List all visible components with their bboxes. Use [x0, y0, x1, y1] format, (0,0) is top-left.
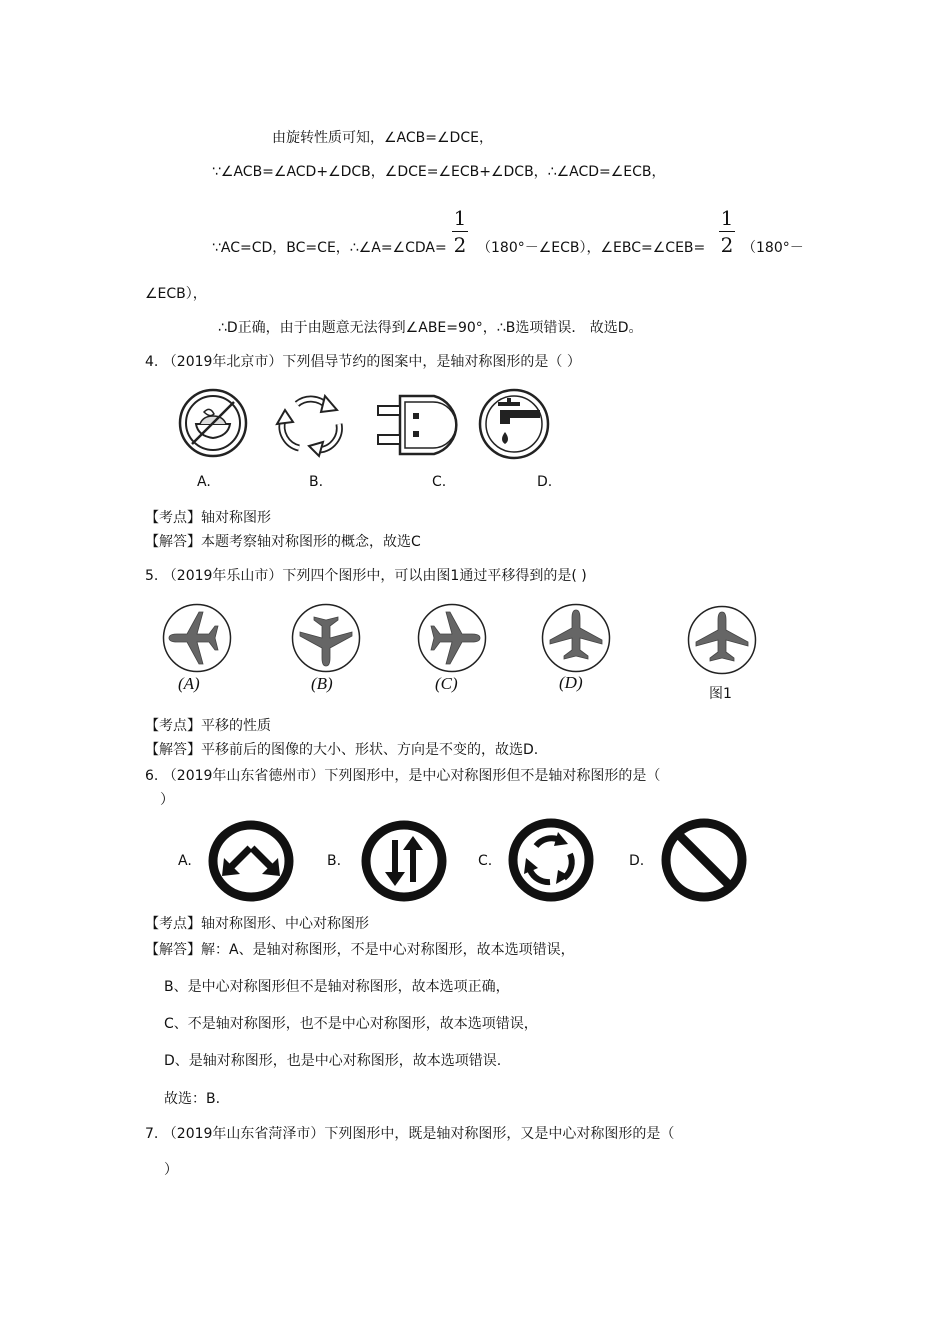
no-food-waste-icon — [178, 388, 248, 458]
solution-line-1: 由旋转性质可知，∠ACB=∠DCE， — [272, 130, 493, 146]
q6-option-b-label: B. — [327, 853, 342, 869]
solution-line-4: ∠ECB）， — [145, 286, 207, 302]
q6-explain-d: D、是轴对称图形，也是中心对称图形，故本选项错误. — [164, 1053, 502, 1069]
fraction-denominator: 2 — [453, 233, 467, 257]
question-4-text: 4. （2019年北京市）下列倡导节约的图案中，是轴对称图形的是（ ） — [145, 354, 581, 370]
roundabout-sign-icon — [506, 816, 596, 904]
q6-option-d-label: D. — [629, 853, 645, 869]
fraction-denominator: 2 — [720, 233, 734, 257]
q6-explain-c: C、不是轴对称图形，也不是中心对称图形，故本选项错误， — [164, 1016, 538, 1032]
fraction-numerator: 1 — [453, 206, 467, 230]
q5-option-a-label: (A) — [178, 674, 200, 693]
airplane-right-icon — [416, 602, 488, 674]
q5-kaodian: 【考点】平移的性质 — [145, 718, 271, 734]
q4-option-b-label: B. — [309, 474, 324, 490]
q5-option-c-label: (C) — [435, 674, 458, 693]
q4-kaodian: 【考点】轴对称图形 — [145, 510, 271, 526]
fraction-bar — [719, 231, 735, 232]
q6-explain-b: B、是中心对称图形但不是轴对称图形，故本选项正确， — [164, 979, 510, 995]
fraction-numerator: 1 — [720, 206, 734, 230]
power-plug-icon — [376, 392, 468, 458]
q4-jieda: 【解答】本题考察轴对称图形的概念，故选C — [145, 534, 421, 550]
q5-option-d-label: (D) — [559, 673, 583, 692]
airplane-down-icon — [290, 602, 362, 674]
solution-line-5: ∴D正确，由于由题意无法得到∠ABE=90°，∴B选项错误． 故选D。 — [218, 320, 643, 336]
q4-option-d-label: D. — [537, 474, 553, 490]
question-6-text-line2: ） — [160, 792, 174, 808]
q5-figure1-label: 图1 — [709, 686, 732, 702]
solution-line-3a: ∵AC=CD，BC=CE，∴∠A=∠CDA= — [212, 240, 447, 256]
q6-jieda: 【解答】解：A、是轴对称图形，不是中心对称图形，故本选项错误， — [145, 942, 575, 958]
airplane-figure1-icon — [686, 604, 758, 676]
q5-option-b-label: (B) — [311, 674, 333, 693]
q4-option-c-label: C. — [432, 474, 447, 490]
question-5-text: 5. （2019年乐山市）下列四个图形中，可以由图1通过平移得到的是( ) — [145, 568, 587, 584]
q5-jieda: 【解答】平移前后的图像的大小、形状、方向是不变的，故选D. — [145, 742, 539, 758]
fraction-one-half-2 — [719, 206, 735, 257]
question-7-text-line1: 7. （2019年山东省菏泽市）下列图形中，既是轴对称图形，又是中心对称图形的是（ — [145, 1126, 675, 1142]
recycle-arrows-icon — [275, 390, 347, 458]
solution-line-3b: （180°－∠ECB），∠EBC=∠CEB= — [477, 240, 706, 256]
airplane-left-icon — [161, 602, 233, 674]
q6-option-c-label: C. — [478, 853, 493, 869]
q6-answer: 故选：B. — [164, 1091, 221, 1107]
q6-kaodian: 【考点】轴对称图形、中心对称图形 — [145, 916, 369, 932]
diverging-arrows-sign-icon — [206, 818, 296, 904]
question-6-text-line1: 6. （2019年山东省德州市）下列图形中，是中心对称图形但不是轴对称图形的是（ — [145, 768, 661, 784]
q6-option-a-label: A. — [178, 853, 192, 869]
airplane-up-icon — [540, 602, 612, 674]
water-tap-icon — [478, 388, 550, 460]
question-7-text-line2: ） — [164, 1162, 178, 1178]
fraction-one-half-1 — [452, 206, 468, 257]
q4-option-a-label: A. — [197, 474, 211, 490]
solution-line-2: ∵∠ACB=∠ACD+∠DCB，∠DCE=∠ECB+∠DCB，∴∠ACD=∠ECB， — [212, 164, 666, 180]
two-way-traffic-sign-icon — [359, 818, 449, 904]
prohibition-sign-icon — [659, 816, 749, 904]
solution-line-3c: （180°－ — [742, 240, 804, 256]
fraction-bar — [452, 231, 468, 232]
